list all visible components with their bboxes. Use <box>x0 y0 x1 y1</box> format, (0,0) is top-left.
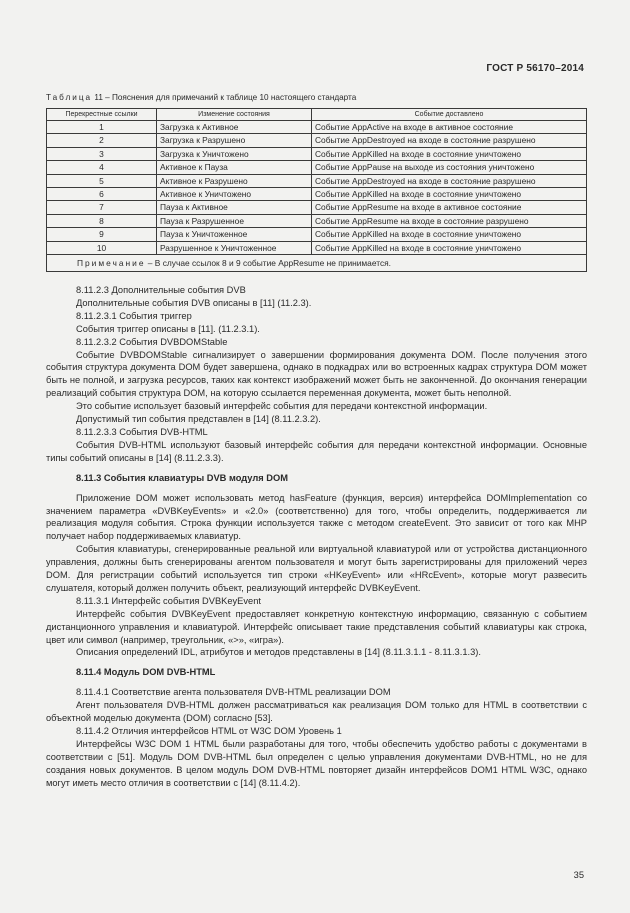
body-text <box>46 284 587 790</box>
paragraph: Приложение DOM может использовать метод hasFeature (функция, версия) интерфейса DOMImplementation со значением параметра «DVBKeyEvents» и «2.0» (соответственно) для того, чтобы определить, поддерживается ли реализация модуля события. Строка функции используется также с методом createEvent. Это зависит от того как МНР получает набор поддерживаемых клавиатур. <box>46 492 587 542</box>
cell-event: Событие AppResume на входе в активное состояние <box>312 201 587 214</box>
paragraph: Событие DVBDOMStable сигнализирует о завершении формирования документа DOM. После получения этого события структура документа DOM будет завершена, однако в подкадрах или во встроенных кадрах структура DOM может быть не полной, и загрузка ресурсов, таких как контекст изображений может быть не законченной. До окончания генерации реализаций события структура DOM, на которую ссылается переменная документа, может быть неполной. <box>46 349 587 399</box>
cell-event: Событие AppPause на выходе из состояния уничтожено <box>312 161 587 174</box>
cell-reference: 2 <box>47 134 157 147</box>
table-row <box>47 201 587 214</box>
cell-state-change: Загрузка к Уничтожено <box>157 147 312 160</box>
table-row <box>47 214 587 227</box>
cell-state-change: Загрузка к Разрушено <box>157 134 312 147</box>
table-caption-prefix: Таблица <box>46 93 93 102</box>
section-heading: 8.11.3 События клавиатуры DVB модуля DOM <box>76 472 288 483</box>
table-row <box>47 134 587 147</box>
table-note-row <box>47 255 587 272</box>
paragraph: 8.11.4.1 Соответствие агента пользователя DVB-HTML реализации DOM <box>76 687 391 698</box>
header-event-delivered: Событие доставлено <box>312 109 587 121</box>
cell-reference: 3 <box>47 147 157 160</box>
table-row <box>47 241 587 254</box>
cell-state-change: Активное к Пауза <box>157 161 312 174</box>
table-row <box>47 228 587 241</box>
paragraph: Дополнительные события DVB описаны в [11] (11.2.3). <box>76 297 312 308</box>
cell-reference: 7 <box>47 201 157 214</box>
cell-reference: 10 <box>47 241 157 254</box>
paragraph: 8.11.2.3.3 События DVB-HTML <box>76 426 208 437</box>
header-state-change: Изменение состояния <box>157 109 312 121</box>
paragraph: События триггер описаны в [11]. (11.2.3.1). <box>76 323 260 334</box>
paragraph: Описания определений IDL, атрибутов и методов представлены в [14] (8.11.3.1.1 - 8.11.3.1.3). <box>76 647 481 658</box>
paragraph: 8.11.3.1 Интерфейс события DVBKeyEvent <box>76 595 261 606</box>
cell-event: Событие AppKilled на входе в состояние уничтожено <box>312 188 587 201</box>
cell-event: Событие AppKilled на входе в состояние уничтожено <box>312 147 587 160</box>
cell-state-change: Разрушенное к Уничтоженное <box>157 241 312 254</box>
cell-reference: 1 <box>47 121 157 134</box>
paragraph: Интерфейсы W3C DOM 1 HTML были разработаны для того, чтобы обеспечить удобство работы с документами в соответствии с [51]. Модуль DOM DVB-HTML был определен с целью управления документами DVB-HTML, но не для создания новых документов. В целом модуль DOM DVB-HTML повторяет дизайн интерфейсов DOM1 HTML W3C, однако могут иметь место отличия в соответствии с [14] (8.11.4.2). <box>46 738 587 788</box>
table-body <box>47 121 587 272</box>
cell-state-change: Пауза к Уничтоженное <box>157 228 312 241</box>
table-caption-text: 11 – Пояснения для примечаний к таблице 10 настоящего стандарта <box>94 93 357 102</box>
table-row <box>47 121 587 134</box>
paragraph: 8.11.2.3.2 События DVBDOMStable <box>76 336 228 347</box>
header-cross-references: Перекрестные ссылки <box>47 109 157 121</box>
table-row <box>47 161 587 174</box>
table-row <box>47 188 587 201</box>
cell-reference: 4 <box>47 161 157 174</box>
paragraph: Это событие использует базовый интерфейс события для передачи контекстной информации. <box>76 401 488 412</box>
table-note-prefix: Примечание <box>77 258 146 269</box>
paragraph: События DVB-HTML используют базовый интерфейс события для передачи контекстной информации. Основные типы событий описаны в [14] (8.11.2.3.3). <box>46 439 587 463</box>
page-number: 35 <box>573 870 584 880</box>
cell-reference: 6 <box>47 188 157 201</box>
cell-reference: 8 <box>47 214 157 227</box>
cell-event: Событие AppDestroyed на входе в состояние разрушено <box>312 174 587 187</box>
paragraph: События клавиатуры, сгенерированные реальной или виртуальной клавиатурой или от устройства дистанционного управления, должны быть сгенерированы агентом пользователя и могут быть зарегистрированы для приложений через DOM. Для регистрации событий используется тип строки «HKeyEvent» или «HRcEvent», которые могут развесить слушателя, который должен получить объект, реализующий интерфейс DVBKeyEvent. <box>46 544 587 593</box>
cell-event: Событие AppActive на входе в активное состояние <box>312 121 587 134</box>
cell-event: Событие AppKilled на входе в состояние уничтожено <box>312 241 587 254</box>
cell-event: Событие AppDestroyed на входе в состояние разрушено <box>312 134 587 147</box>
table-header-row <box>47 109 587 121</box>
table-note <box>47 255 587 272</box>
cell-event: Событие AppResume на входе в состояние разрушено <box>312 214 587 227</box>
cell-event: Событие AppKilled на входе в состояние уничтожено <box>312 228 587 241</box>
cell-state-change: Пауза к Разрушенное <box>157 214 312 227</box>
cell-state-change: Пауза к Активное <box>157 201 312 214</box>
cell-state-change: Активное к Уничтожено <box>157 188 312 201</box>
cell-state-change: Активное к Разрушено <box>157 174 312 187</box>
paragraph: Допустимый тип события представлен в [14] (8.11.2.3.2). <box>76 414 321 425</box>
table-row <box>47 147 587 160</box>
cell-reference: 5 <box>47 174 157 187</box>
paragraph: Интерфейс события DVBKeyEvent предоставляет конкретную контекстную информацию, связанную с событием дистанционного управления и клавиатурой. Интерфейс описывает такие представления событий клавиатуры как строка, цвет или символ (например, треугольник, «>», «игра»). <box>46 608 587 645</box>
table-caption <box>46 93 356 102</box>
cell-reference: 9 <box>47 228 157 241</box>
paragraph: Агент пользователя DVB-HTML должен рассматриваться как реализация DOM только для HTML в соответствии с объектной моделью документа (DOM) согласно [53]. <box>46 700 587 724</box>
paragraph: 8.11.2.3 Дополнительные события DVB <box>76 285 246 295</box>
section-heading: 8.11.4 Модуль DOM DVB-HTML <box>76 667 216 678</box>
paragraph: 8.11.2.3.1 События триггер <box>76 310 192 321</box>
table-row <box>47 174 587 187</box>
cell-state-change: Загрузка к Активное <box>157 121 312 134</box>
paragraph: 8.11.4.2 Отличия интерфейсов HTML от W3C DOM Уровень 1 <box>76 726 342 736</box>
document-code: ГОСТ Р 56170–2014 <box>486 63 584 74</box>
table-note-text: – В случае ссылок 8 и 9 событие AppResume не принимается. <box>145 258 392 269</box>
explanations-table <box>46 108 587 272</box>
